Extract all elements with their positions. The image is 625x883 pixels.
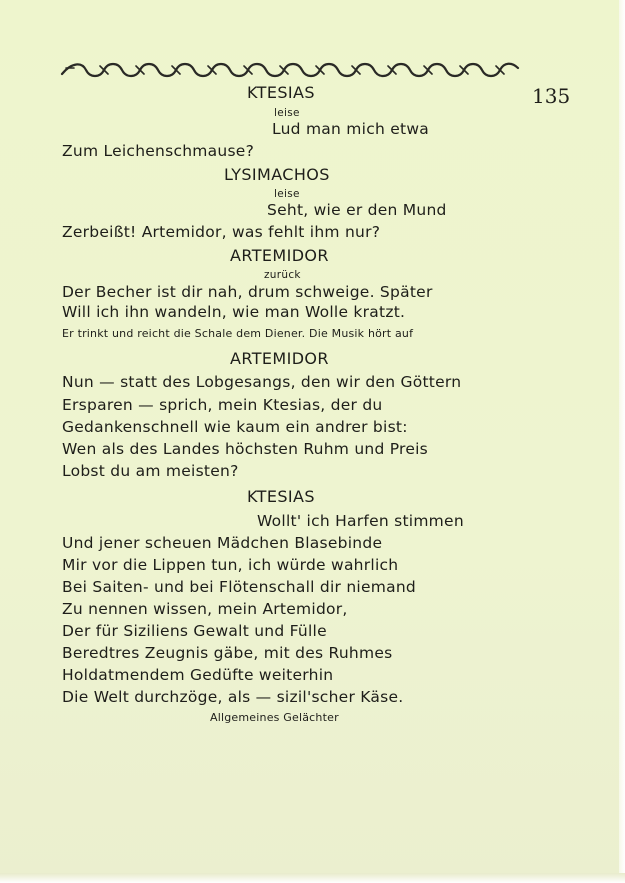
- speaker-lysimachos: LYSIMACHOS: [224, 165, 330, 184]
- page-edge: [619, 0, 625, 883]
- speaker-artemidor: ARTEMIDOR: [230, 246, 329, 265]
- verse-line: Will ich ihn wandeln, wie man Wolle kratzt.: [62, 303, 406, 321]
- verse-line: Zum Leichenschmause?: [62, 142, 255, 160]
- stage-direction-leise: leise: [274, 107, 300, 119]
- verse-line: Der für Siziliens Gewalt und Fülle: [62, 622, 327, 640]
- page-number: 135: [532, 84, 571, 108]
- verse-line: Lobst du am meisten?: [62, 462, 239, 480]
- verse-line: Und jener scheuen Mädchen Blasebinde: [62, 534, 383, 552]
- verse-line: Ersparen — sprich, mein Ktesias, der du: [62, 396, 383, 414]
- verse-line: Lud man mich etwa: [272, 120, 430, 138]
- verse-line: Wen als des Landes höchsten Ruhm und Preis: [62, 440, 429, 458]
- verse-line: Der Becher ist dir nah, drum schweige. Später: [62, 283, 433, 301]
- verse-line: Bei Saiten- und bei Flötenschall dir niemand: [62, 578, 416, 596]
- verse-line: Beredtres Zeugnis gäbe, mit des Ruhmes: [62, 644, 393, 662]
- stage-direction: Allgemeines Gelächter: [210, 711, 339, 724]
- verse-line: Seht, wie er den Mund: [267, 201, 447, 219]
- stage-direction-leise: leise: [274, 188, 300, 200]
- verse-line: Wollt' ich Harfen stimmen: [257, 512, 464, 530]
- stage-direction: Er trinkt und reicht die Schale dem Diener. Die Musik hört auf: [62, 327, 414, 340]
- verse-line: Nun — statt des Lobgesangs, den wir den Göttern: [62, 373, 462, 391]
- verse-line: Zu nennen wissen, mein Artemidor,: [62, 600, 348, 618]
- stage-direction-zurueck: zurück: [264, 269, 301, 281]
- speaker-artemidor: ARTEMIDOR: [230, 349, 329, 368]
- ornament-border-icon: [60, 60, 520, 80]
- page-edge: [0, 873, 625, 883]
- verse-line: Die Welt durchzöge, als — sizil'scher Käse.: [62, 688, 404, 706]
- verse-line: Mir vor die Lippen tun, ich würde wahrlich: [62, 556, 399, 574]
- speaker-ktesias: KTESIAS: [247, 487, 315, 506]
- verse-line: Zerbeißt! Artemidor, was fehlt ihm nur?: [62, 223, 381, 241]
- verse-line: Holdatmendem Gedüfte weiterhin: [62, 666, 334, 684]
- speaker-ktesias: KTESIAS: [247, 83, 315, 102]
- verse-line: Gedankenschnell wie kaum ein andrer bist:: [62, 418, 408, 436]
